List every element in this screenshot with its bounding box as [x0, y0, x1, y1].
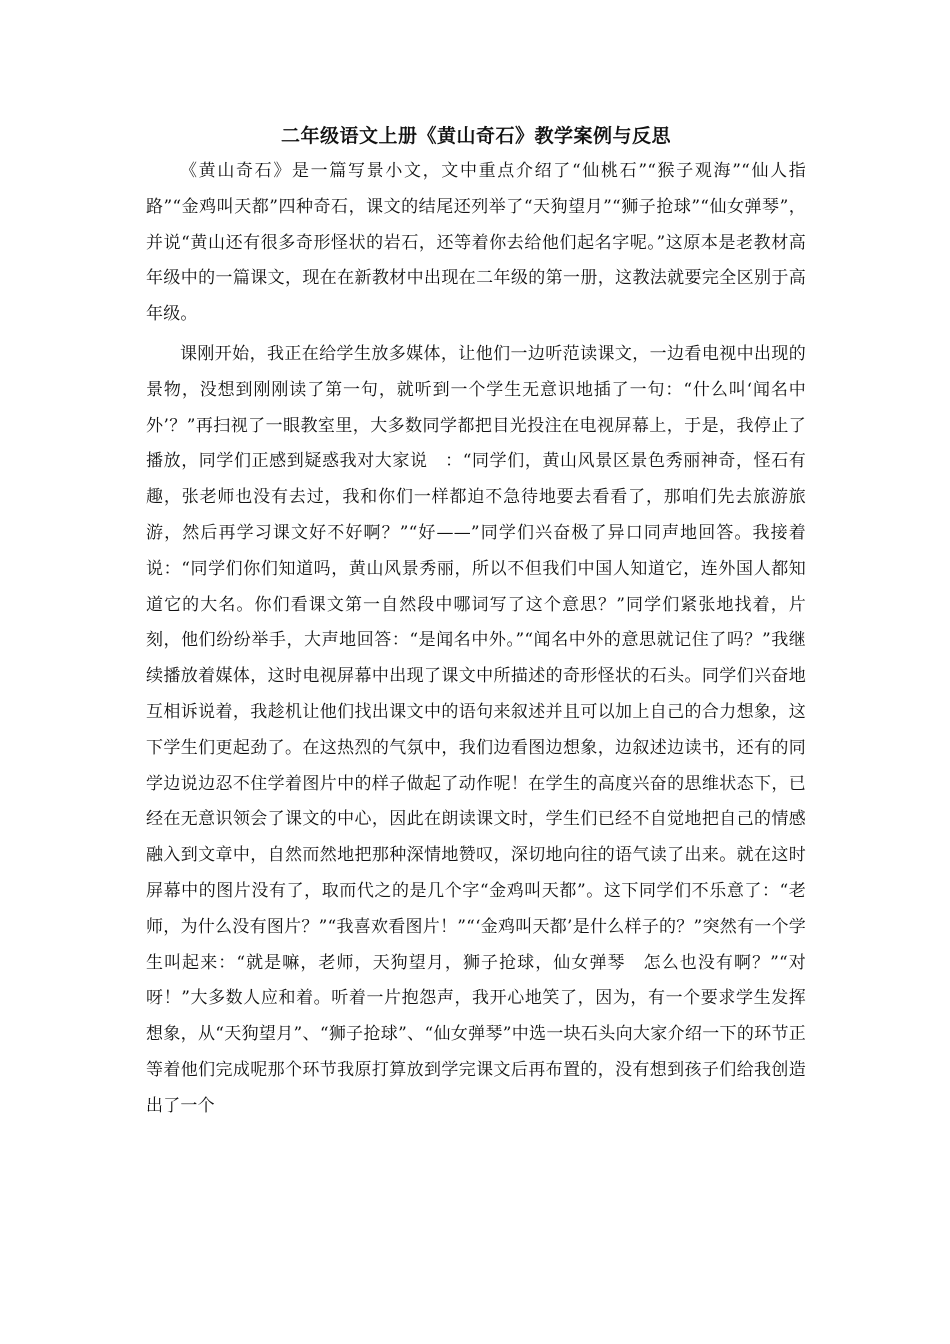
paragraph-lesson-story: 课刚开始，我正在给学生放多媒体，让他们一边听范读课文，一边看电视中出现的景物，没想到刚刚读了第一句，就听到一个学生无意识地插了一句：“什么叫‘闻名中外’？”再扫视了一眼教室里，大多数同学都把目光投注在电视屏幕上，于是，我停止了播放，同学们正感到疑惑我对大家说 ：“同学们，黄山风景区景色秀丽神奇，怪石有趣，张老师也没有去过，我和你们一样都迫不急待地要去看看了，那咱们先去旅游旅游，然后再学习课文好不好啊？”“好——”同学们兴奋极了异口同声地回答。我接着说：“同学们你们知道吗，黄山风景秀丽，所以不但我们中国人知道它，连外国人都知道它的大名。你们看课文第一自然段中哪词写了这个意思？”同学们紧张地找着，片刻，他们纷纷举手，大声地回答：“是闻名中外。”“闻名中外的意思就记住了吗？”我继续播放着媒体，这时电视屏幕中出现了课文中所描述的奇形怪状的石头。同学们兴奋地互相诉说着，我趁机让他们找出课文中的语句来叙述并且可以加上自己的合力想象，这下学生们更起劲了。在这热烈的气氛中，我们边看图边想象，边叙述边读书，还有的同学边说边忍不住学着图片中的样子做起了动作呢！在学生的高度兴奋的思维状态下，已经在无意识领会了课文的中心，因此在朗读课文时，学生们已经不自觉地把自己的情感融入到文章中，自然而然地把那种深情地赞叹，深切地向往的语气读了出来。就在这时屏幕中的图片没有了，取而代之的是几个字“金鸡叫天都”。这下同学们不乐意了：“老师，为什么没有图片？”“我喜欢看图片！”“‘金鸡叫天都’是什么样子的？”突然有一个学生叫起来：“就是嘛，老师，天狗望月，狮子抢球，仙女弹琴 怎么也没有啊？”“对呀！”大多数人应和着。听着一片抱怨声，我开心地笑了，因为，有一个要求学生发挥想象，从“天狗望月”、“狮子抢球”、“仙女弹琴”中选一块石头向大家介绍一下的环节正等着他们完成呢那个环节我原打算放到学完课文后再布置的，没有想到孩子们给我创造出了一个: [146, 343, 806, 1116]
paragraph-intro: 《黄山奇石》是一篇写景小文，文中重点介绍了“仙桃石”“猴子观海”“仙人指路”“金鸡叫天都”四种奇石，课文的结尾还列举了“天狗望月”“狮子抢球”“仙女弹琴”，并说“黄山还有很多奇形怪状的岩石，还等着你去给他们起名字呢。”这原本是老教材高年级中的一篇课文，现在在新教材中出现在二年级的第一册，这教法就要完全区别于高年级。: [146, 161, 806, 325]
document-title: 二年级语文上册《黄山奇石》教学案例与反思: [280, 125, 671, 147]
document-page: [146, 118, 806, 1125]
